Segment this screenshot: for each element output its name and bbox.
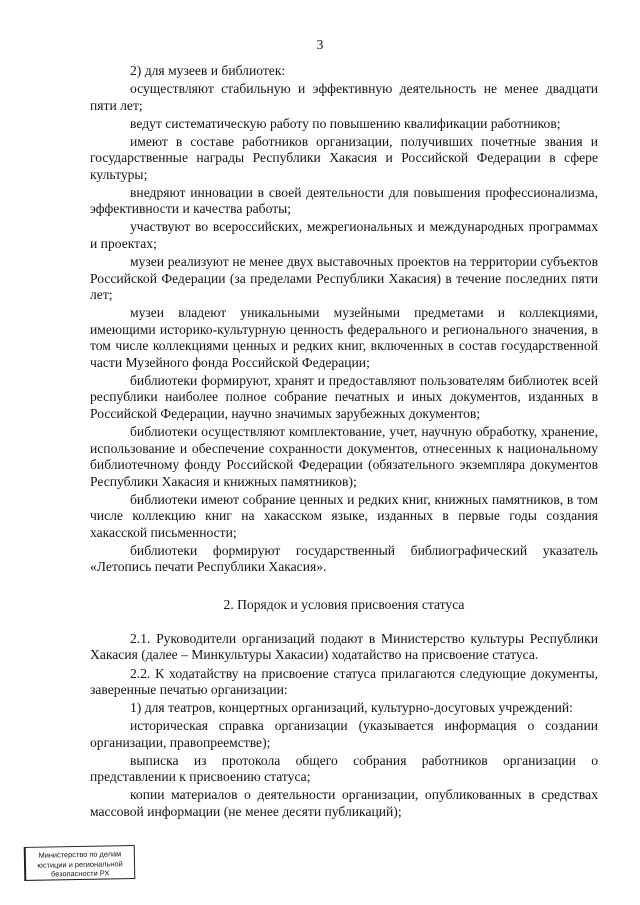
paragraph: копии материалов о деятельности организации, опубликованных в средствах массовой информации (не менее десяти публикаций);: [90, 787, 598, 819]
section-heading: 2. Порядок и условия присвоения статуса: [223, 596, 465, 612]
paragraph: библиотеки имеют собрание ценных и редких книг, книжных памятников, в том числе коллекцию книг на хакасском языке, изданных в первые годы создания хакасской письменности;: [90, 491, 598, 540]
paragraph: историческая справка организации (указывается информация о создании организации, правопреемстве);: [90, 718, 598, 750]
paragraph: музеи реализуют не менее двух выставочных проектов на территории субъектов Российской Федерации (за пределами Республики Хакасия) в течение последних пяти лет;: [90, 254, 598, 303]
paragraph: осуществляют стабильную и эффективную деятельность не менее двадцати пяти лет;: [90, 81, 598, 113]
paragraph: имеют в составе работников организации, получивших почетные звания и государственные награды Республики Хакасия и Российской Федерации в сфере культуры;: [90, 133, 598, 182]
paragraph: музеи владеют уникальными музейными предметами и коллекциями, имеющими историко-культурную ценность федерального и регионального значения, в том числе коллекциями ценных и редких книг, включенных в состав государственной части Музейного фонда Российской Федерации;: [90, 305, 598, 370]
paragraph: библиотеки осуществляют комплектование, учет, научную обработку, хранение, использование и обеспечение сохранности документов, отнесенных к национальному библиотечному фонду Российской Федерации (обязательного экземпляра документов Республики Хакасия и книжных памятников);: [90, 423, 598, 489]
paragraph: 2.2. К ходатайству на присвоение статуса прилагаются следующие документы, заверенные печатью организации:: [90, 665, 598, 698]
paragraph: внедряют инновации в своей деятельности для повышения профессионализма, эффективности и качества работы;: [90, 184, 598, 217]
paragraph: ведут систематическую работу по повышению квалификации работников;: [130, 115, 561, 131]
paragraph: выписка из протокола общего собрания работников организации о представлении к присвоению статуса;: [90, 752, 598, 785]
paragraph: 1) для театров, концертных организаций, культурно-досуговых учреждений:: [130, 700, 573, 716]
stamp-line: безопасности РХ: [50, 868, 110, 879]
paragraph: участвуют во всероссийских, межрегиональных и международных программах и проектах;: [90, 219, 598, 251]
paragraph: библиотеки формируют, хранят и предоставляют пользователям библиотек всей республики наиболее полное собрание печатных и иных документов, изданных в Российской Федерации, научно значимых зарубежных документов;: [90, 372, 598, 421]
paragraph: библиотеки формируют государственный библиографический указатель «Летопись печати Республики Хакасия».: [90, 542, 598, 575]
paragraph: 2) для музеев и библиотек:: [130, 63, 286, 78]
paragraphs-top: [90, 63, 598, 576]
paragraphs-bottom: [90, 631, 598, 821]
stamp-line: юстиции и региональной: [37, 858, 123, 870]
page-number: 3: [316, 37, 324, 52]
document-body: [90, 63, 598, 822]
stamp-line: Министерство по делам: [38, 849, 122, 860]
paragraph: 2.1. Руководители организаций подают в Министерство культуры Республики Хакасия (далее – Минкультуры Хакасии) ходатайство на присвоение статуса.: [90, 630, 598, 663]
registration-stamp: [24, 845, 136, 881]
